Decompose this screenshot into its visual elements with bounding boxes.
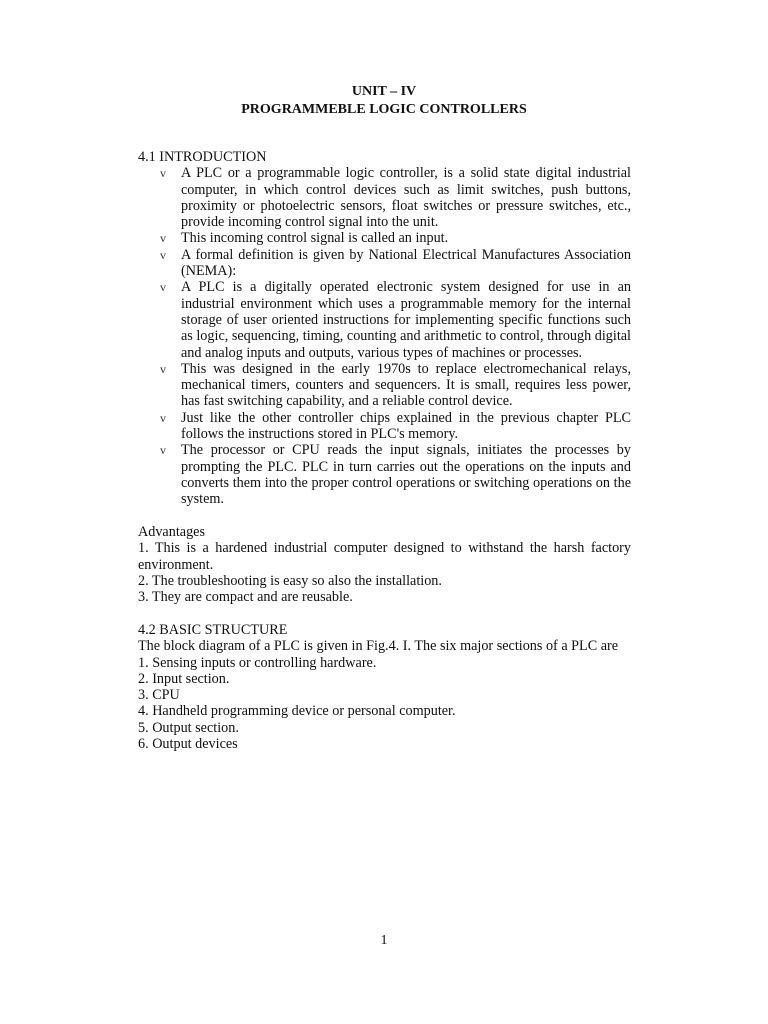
advantage-item: 1. This is a hardened industrial computer designed to withstand the harsh factory environment.	[138, 540, 631, 573]
bullet-text: A PLC or a programmable logic controller, is a solid state digital industrial computer, in which control devices such as limit switches, push buttons, proximity or photoelectric sensors, float switches or pressure switches, etc., provide incoming control signal into the unit.	[181, 165, 631, 231]
bullet-text: Just like the other controller chips explained in the previous chapter PLC follows the instructions stored in PLC's memory.	[181, 409, 631, 443]
section-list-item: 6. Output devices	[138, 736, 238, 753]
bullet-marker-icon: v	[160, 280, 166, 295]
bullet-marker-icon: v	[160, 443, 166, 458]
bullet-item	[138, 230, 631, 246]
bullet-text: The processor or CPU reads the input signals, initiates the processes by prompting the PLC. PLC in turn carries out the operations on the inputs and converts them into the proper control operations or switching operations on the system.	[181, 442, 631, 508]
bullet-text: A formal definition is given by National Electrical Manufactures Association (NEMA):	[181, 246, 631, 280]
advantage-item: 3. They are compact and are reusable.	[138, 589, 353, 606]
section-list-item: 1. Sensing inputs or controlling hardware.	[138, 654, 377, 671]
bullet-item	[138, 361, 631, 410]
section-list-item: 2. Input section.	[138, 670, 230, 687]
advantage-item: 2. The troubleshooting is easy so also the installation.	[138, 572, 442, 589]
bullet-item	[138, 165, 631, 230]
document-title	[0, 83, 768, 119]
bullet-marker-icon: v	[160, 166, 166, 181]
bullet-item	[138, 279, 631, 360]
advantages-section	[138, 524, 631, 605]
section-list-item: 3. CPU	[138, 687, 180, 704]
advantages-heading: Advantages	[138, 524, 205, 540]
bullet-marker-icon: v	[160, 361, 166, 376]
bullet-text: A PLC is a digitally operated electronic system designed for use in an industrial environment which uses a programmable memory for the internal storage of user oriented instructions for implementing specific functions such as logic, sequencing, timing, counting and arithmetic to control, through digital and analog inputs and outputs, various types of machines or processes.	[181, 279, 631, 361]
section-list-item: 4. Handheld programming device or personal computer.	[138, 703, 456, 720]
bullet-marker-icon: v	[160, 247, 166, 262]
basic-structure-heading: 4.2 BASIC STRUCTURE	[138, 622, 288, 638]
page-number: 1	[380, 933, 388, 948]
bullet-item	[138, 410, 631, 443]
introduction-bullet-list	[138, 165, 631, 507]
introduction-heading: 4.1 INTRODUCTION	[138, 149, 267, 165]
basic-structure-section	[138, 622, 631, 752]
introduction-section	[138, 149, 631, 508]
bullet-item	[138, 442, 631, 507]
bullet-marker-icon: v	[160, 410, 166, 425]
bullet-marker-icon: v	[160, 231, 166, 246]
bullet-text: This was designed in the early 1970s to replace electromechanical relays, mechanical timers, counters and sequencers. It is small, requires less power, has fast switching capability, and a reliable control device.	[181, 360, 631, 410]
bullet-text: This incoming control signal is called an input.	[181, 230, 449, 247]
basic-structure-intro: The block diagram of a PLC is given in Fig.4. I. The six major sections of a PLC are	[138, 638, 619, 655]
bullet-item	[138, 247, 631, 280]
unit-label: UNIT – IV	[351, 84, 417, 99]
section-list-item: 5. Output section.	[138, 719, 239, 736]
chapter-title: PROGRAMMEBLE LOGIC CONTROLLERS	[241, 102, 527, 117]
